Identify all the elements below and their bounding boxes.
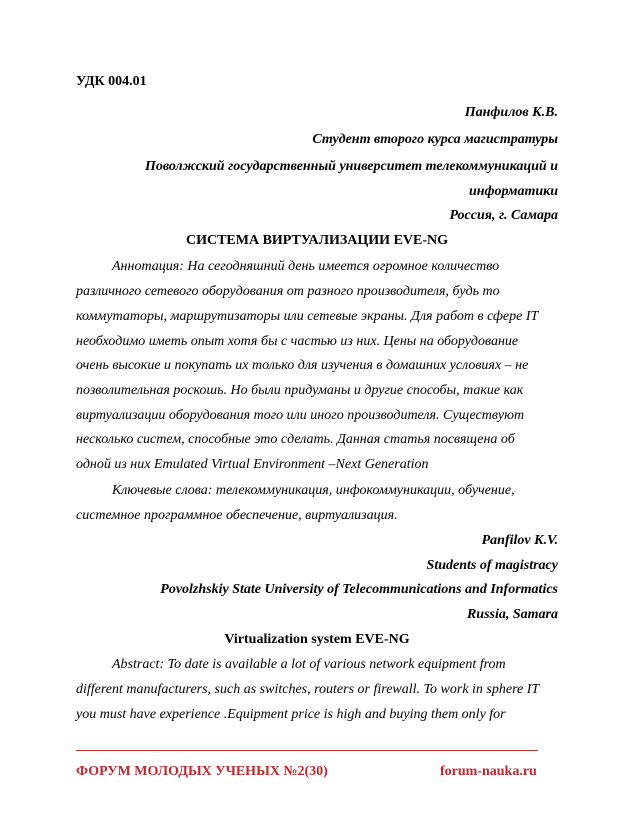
ru-abstract-line: Аннотация: На сегодняшний день имеется огромное количество xyxy=(112,259,500,274)
udk-code: УДК 004.01 xyxy=(76,74,147,89)
en-abstract-line: different manufacturers, such as switches, routers or firewall. To work in sphere IT xyxy=(76,682,540,697)
footer-journal: ФОРУМ МОЛОДЫХ УЧЕНЫХ №2(30) xyxy=(76,764,328,779)
en-title: Virtualization system EVE-NG xyxy=(224,632,410,647)
en-abstract-line: Abstract: To date is available a lot of various network equipment from xyxy=(112,657,506,672)
ru-author-name: Панфилов К.В. xyxy=(464,105,558,120)
en-affiliation: Povolzhskiy State University of Telecommunications and Informatics xyxy=(160,582,558,597)
footer-divider xyxy=(76,750,538,751)
ru-abstract-line: виртуализации оборудования того или иного производителя. Существуют xyxy=(76,408,525,423)
ru-abstract-line: очень высокие и покупать их только для изучения в домашних условиях – не xyxy=(76,358,529,373)
en-abstract-line: you must have experience .Equipment price is high and buying them only for xyxy=(76,707,506,722)
ru-abstract-line: различного сетевого оборудования от разного производителя, будь то xyxy=(76,284,500,299)
en-location: Russia, Samara xyxy=(466,607,558,622)
en-author-name: Panfilov K.V. xyxy=(481,533,558,548)
ru-title: СИСТЕМА ВИРТУАЛИЗАЦИИ EVE-NG xyxy=(185,233,449,248)
ru-abstract-line: несколько систем, способные это сделать. Данная статья посвящена об xyxy=(76,432,515,447)
ru-location: Россия, г. Самара xyxy=(449,208,558,223)
ru-abstract-line: одной из них Emulated Virtual Environment –Next Generation xyxy=(76,457,429,472)
ru-keywords-line: Ключевые слова: телекоммуникация, инфокоммуникации, обучение, xyxy=(112,483,515,498)
footer-site: forum-nauka.ru xyxy=(440,764,537,779)
ru-abstract-line: позволительная роскошь. Но были придуманы и другие способы, такие как xyxy=(76,383,524,398)
ru-author-position: Студент второго курса магистратуры xyxy=(312,132,558,147)
ru-affiliation-line1: Поволжский государственный университет телекоммуникаций и xyxy=(144,159,558,174)
ru-abstract-line: необходимо иметь опыт хотя бы с частью из них. Цены на оборудование xyxy=(76,334,519,349)
ru-affiliation-line2: информатики xyxy=(468,184,558,199)
en-author-position: Students of magistracy xyxy=(426,558,558,573)
ru-keywords-line: системное программное обеспечение, виртуализация. xyxy=(76,508,398,523)
ru-abstract-line: коммутаторы, маршрутизаторы или сетевые экраны. Для работ в сфере IT xyxy=(76,309,539,324)
